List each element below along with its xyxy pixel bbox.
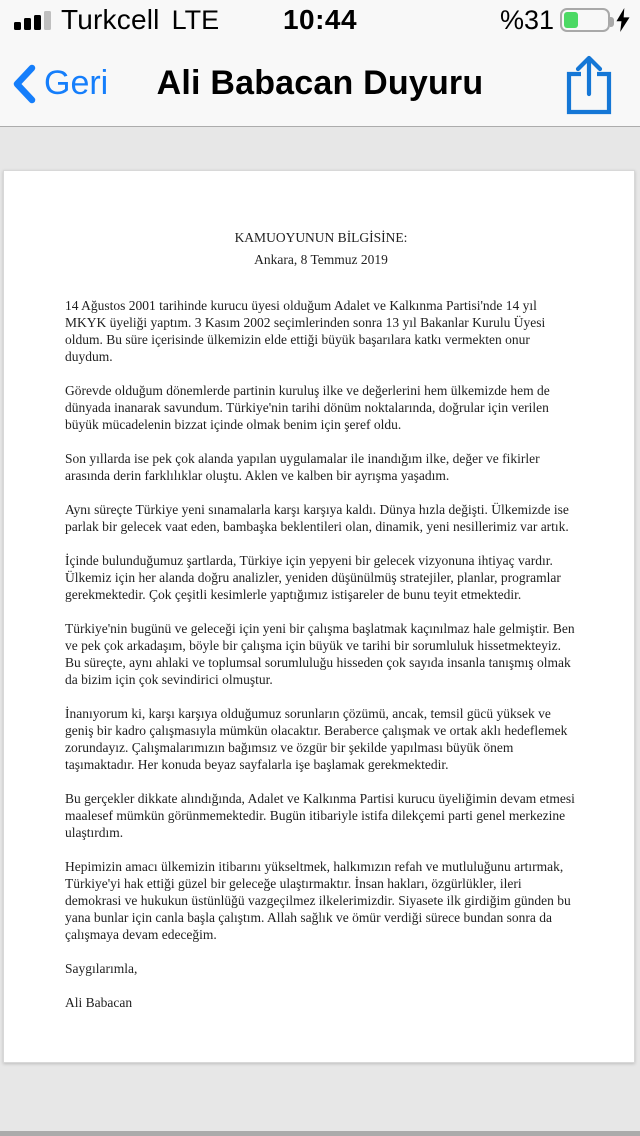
document-paragraph: Türkiye'nin bugünü ve geleceği için yeni bir çalışma başlatmak kaçınılmaz hale gelmiştir. Ben ve pek çok arkadaşım, böyle bir çalışma için büyük ve tarihi bir sorumluluk hissetmekteyiz. Bu süreçte, aynı ahlaki ve toplumsal sorumluluğu hisseden çok sayıda insanla tanışmış olmak da bizim için çok sevindirici olmuştur. (65, 621, 575, 687)
document-heading-line1: KAMUOYUNUN BİLGİSİNE: (234, 230, 408, 245)
document-paragraph: Hepimizin amacı ülkemizin itibarını yükseltmek, halkımızın refah ve mutluluğunu artırmak, Türkiye'yi hak ettiği güzel bir geleceğe ulaştırmaktır. İnsan hakları, özgürlükler, ileri demokrasi ve hukukun üstünlüğü vazgeçilmez ilkelerimizdir. Siyasete ilk girdiğim günden bu yana bunlar için canla başla çalıştım. Allah sağlık ve ömür verdiği sürece bundan sonra da çalışmaya devam edeceğim. (65, 859, 571, 942)
document-paragraph: Bu gerçekler dikkate alındığında, Adalet ve Kalkınma Partisi kurucu üyeliğimin devam etmesi maalesef mümkün görünmemektedir. Bugün itibariyle istifa dilekçemi parti genel merkezine ulaştırdım. (65, 791, 575, 840)
share-button[interactable] (564, 54, 614, 119)
clock-label: 10:44 (282, 4, 358, 35)
bottom-edge-strip (0, 1131, 640, 1136)
document-paragraph: Görevde olduğum dönemlerde partinin kuruluş ilke ve değerlerini hem ülkemizde hem de dünyada inanarak savundum. Türkiye'nin tarihi dönüm noktalarında, doğrular için verilen büyük mücadelenin bizzat içinde olmak benim için şeref oldu. (65, 383, 550, 432)
top-chrome (0, 0, 640, 127)
document-paragraph: 14 Ağustos 2001 tarihinde kurucu üyesi olduğum Adalet ve Kalkınma Partisi'nde 14 yıl MKYK üyeliği yaptım. 3 Kasım 2002 seçimlerinden sonra 13 yıl Bakanlar Kurulu Üyesi oldum. Bu süre içerisinde ülkemizin elde ettiği büyük başarılara katkı vermekten onur duydum. (65, 298, 546, 364)
network-type-label: LTE (171, 4, 220, 35)
document-viewer[interactable] (0, 127, 640, 1136)
battery-icon (560, 8, 610, 32)
document-heading (65, 227, 577, 271)
navigation-bar (0, 40, 640, 127)
status-bar (0, 0, 640, 40)
document-page (3, 170, 635, 1063)
document-closing: Saygılarımla, (65, 961, 138, 976)
document-heading-line2: Ankara, 8 Temmuz 2019 (254, 252, 388, 267)
status-right-group (500, 0, 630, 40)
battery-percent-label: %31 (499, 4, 554, 35)
document-paragraph: İçinde bulunduğumuz şartlarda, Türkiye için yepyeni bir gelecek vizyonuna ihtiyaç vardır. Ülkemiz için her alanda doğru analizler, yeniden düşünülmüş stratejiler, planlar, programlar gerekmektedir. Çok çeşitli kesimlerle yaptığımız istişareler de bunu teyit etmektedir. (65, 553, 561, 602)
page-title: Ali Babacan Duyuru (156, 64, 484, 102)
document-body (65, 297, 577, 943)
document-paragraph: Aynı süreçte Türkiye yeni sınamalarla karşı karşıya kaldı. Dünya hızla değişti. Ülkemizde ise parlak bir gelecek vaat eden, bambaşka beklentileri olan, dinamik, yeni nesillerimiz var artık. (65, 502, 569, 534)
carrier-label: Turkcell (61, 4, 160, 35)
document-paragraph: İnanıyorum ki, karşı karşıya olduğumuz sorunların çözümü, ancak, temsil gücü yüksek ve geniş bir kadro çalışmasıyla mümkün olacaktır. Beraberce çalışmak ve ortak aklı hedeflemek zorundayız. Çalışmalarımızın bağımsız ve özgür bir şekilde yapılması büyük önem taşımaktadır. Her konuda beyaz sayfalarla işe başlamak gerekmektedir. (65, 706, 568, 772)
document-paragraph: Son yıllarda ise pek çok alanda yapılan uygulamalar ile inandığım ilke, değer ve fikirler arasında derin farklılıklar oluştu. Aklen ve kalben bir ayrışma yaşadım. (65, 451, 540, 483)
document-signature: Ali Babacan (65, 995, 133, 1010)
charging-bolt-icon (616, 8, 630, 32)
share-icon (564, 54, 614, 116)
battery-fill (564, 12, 578, 28)
back-button-label: Geri (44, 64, 109, 102)
